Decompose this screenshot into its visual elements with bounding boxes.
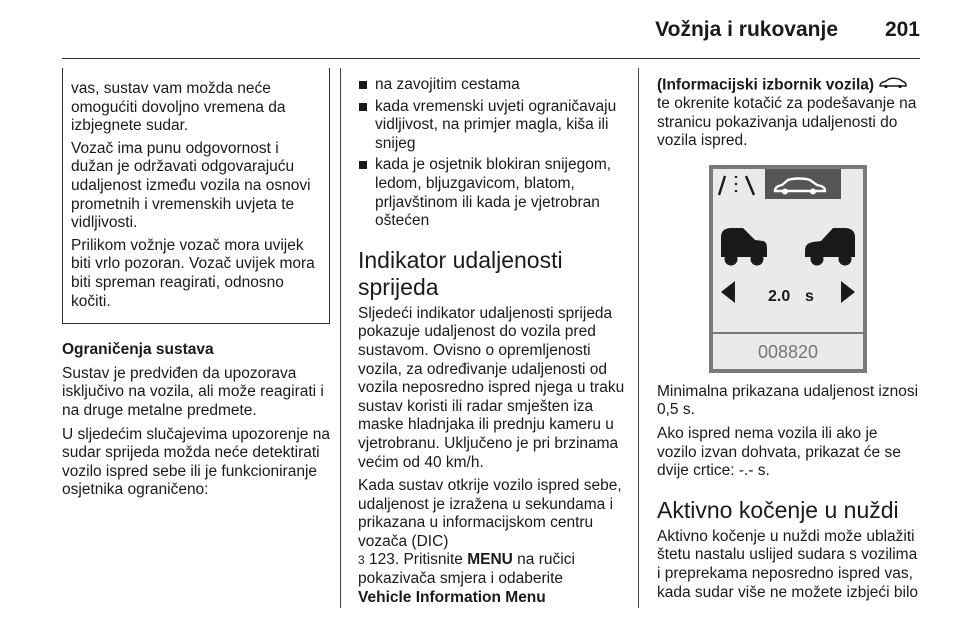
list-item: kada je osjetnik blokiran snijegom, ledom, bljuzgavicom, blatom, prljavštinom ili kada je vjetrobran oštećen: [358, 156, 628, 230]
header-divider: [62, 58, 920, 59]
body-paragraph: Ako ispred nema vozila ili ako je vozilo izvan dohvata, prikazat će se dvije crtice: -.- s.: [657, 424, 901, 480]
column-divider-2: [638, 68, 639, 608]
page-reference-icon: 3: [358, 553, 365, 568]
page-header: [0, 0, 960, 60]
bullet-icon: [359, 161, 367, 169]
body-paragraph: Sustav je predviđen da upozorava isključivo na vozila, ali može reagirati i na druge metalne predmete.: [62, 364, 324, 419]
column-1: [62, 68, 330, 505]
menu-path: Vehicle Information Menu: [358, 588, 546, 606]
warning-paragraph: Prilikom vožnje vozač mora uvijek biti vrlo pozoran. Vozač uvijek mora biti spreman reagirati, odnosno kočiti.: [71, 236, 315, 310]
list-item: kada vremenski uvjeti ograničavaju vidljivost, na primjer magla, kiša ili snijeg: [358, 98, 628, 154]
menu-caption: (Informacijski izbornik vozila): [657, 76, 875, 94]
column-2: [358, 76, 628, 612]
list-item: na zavojitim cestama: [358, 76, 628, 95]
odometer-readout: 008820: [757, 341, 819, 362]
body-paragraph: U sljedećim slučajevima upozorenje na sudar sprijeda možda neće detektirati vozilo ispred sebe ili je funkcioniranje osjetnika ograničeno:: [62, 425, 330, 499]
column-3: [657, 76, 921, 607]
section-subheading: Ograničenja sustava: [62, 341, 214, 359]
page-number: 201: [884, 18, 920, 41]
warning-box: [62, 68, 330, 324]
warning-paragraph: vas, sustav vam možda neće omogućiti dovoljno vremena da izbjegnete sudar.: [71, 80, 286, 135]
warning-paragraph: Vozač ima punu odgovornost i dužan je održavati odgovarajuću udaljenost između vozila na osnovi prometnih i vremenskih uvjeta te vidljivosti.: [71, 139, 311, 232]
distance-display-illustration: [709, 165, 867, 373]
section-heading: Indikator udaljenosti sprijeda: [358, 246, 563, 300]
body-paragraph: Aktivno kočenje u nuždi može ublažiti štetu nastalu uslijed sudara s vozilima i preprekama neposredno ispred vas, kada sudar više ne možete izbjeći bilo: [657, 527, 919, 601]
bullet-icon: [359, 103, 367, 111]
page-title: Vožnja i rukovanje: [655, 18, 838, 41]
bullet-icon: [359, 81, 367, 89]
column-divider-1: [340, 68, 341, 608]
body-paragraph: Kada sustav otkrije vozilo ispred sebe, udaljenost je izražena u sekundama i prikazana u informacijskom centru vozača (DIC) 3 123. Pritisnite MENU na ručici pokazivača smjera i odaberite Vehicle Information Menu: [358, 477, 622, 606]
menu-button-label: MENU: [467, 551, 513, 569]
body-paragraph: (Informacijski izbornik vozila) te okrenite kotačić za podešavanje na stranicu pokazivanja udaljenosti do vozila ispred.: [657, 76, 917, 150]
body-paragraph: Sljedeći indikator udaljenosti sprijeda pokazuje udaljenost do vozila pred sustavom. Ovisno o opremljenosti vozila, za određivanje udaljenosti od vozila neposredno ispred njega u traku sustav koristi ili radar smješten iza maske hladnjaka ili prednju kameru u vjetrobranu. Uključeno je pri brzinama većim od 40 km/h.: [358, 304, 625, 471]
active-tab-highlight: [765, 169, 841, 199]
body-paragraph: Minimalna prikazana udaljenost iznosi 0,5 s.: [657, 382, 919, 419]
bullet-list: [358, 76, 628, 231]
distance-unit: s: [805, 287, 814, 305]
distance-value: 2.0: [768, 287, 791, 305]
section-heading: Aktivno kočenje u nuždi: [657, 496, 899, 523]
vehicle-menu-icon: [878, 76, 908, 95]
